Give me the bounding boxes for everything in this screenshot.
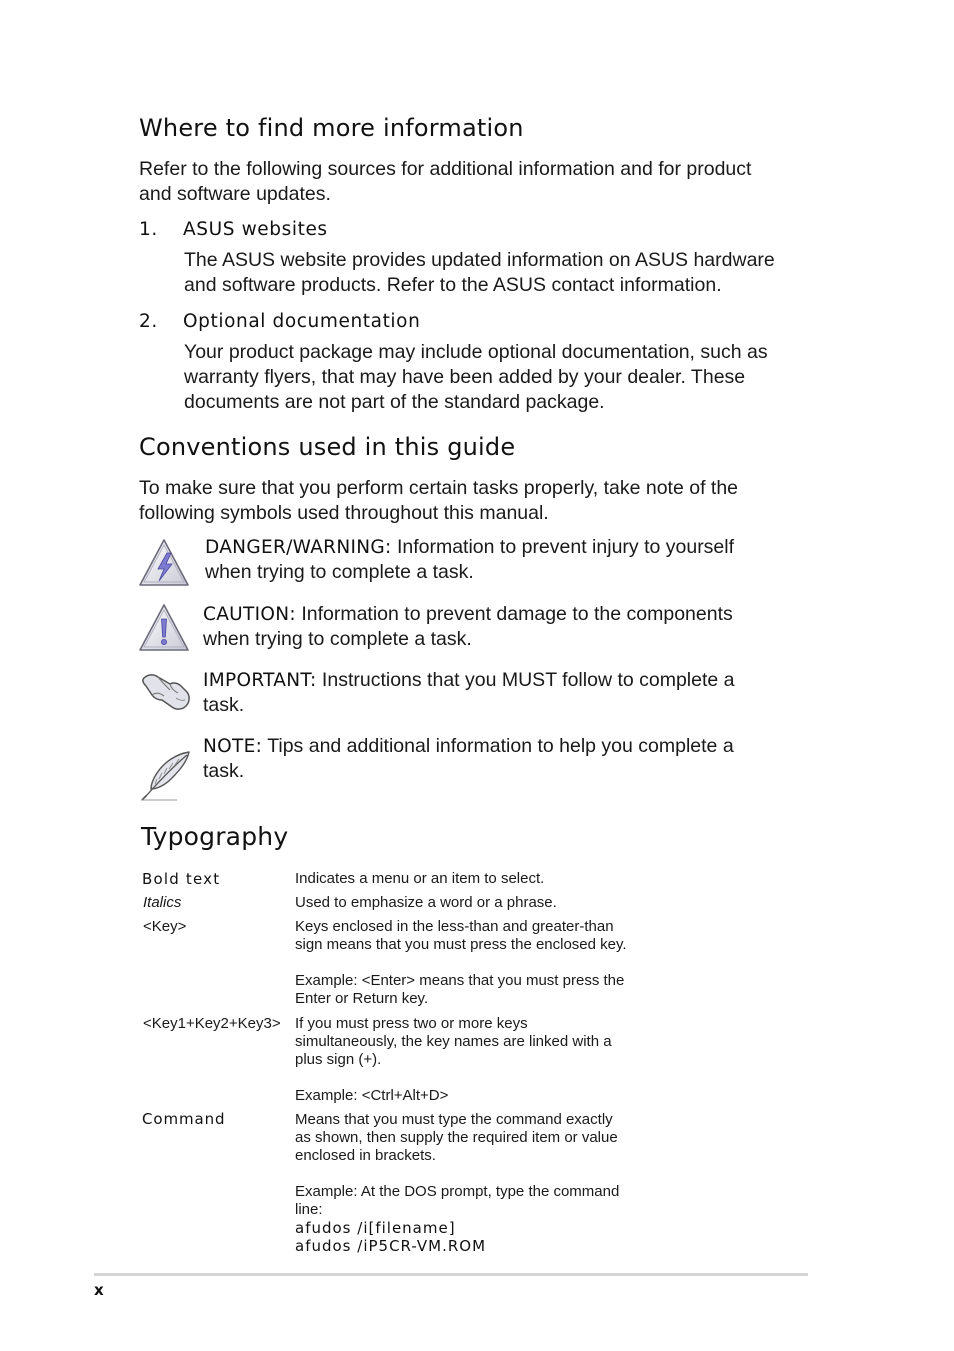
typo-desc-key-combo: If you must press two or more keys simultaneously, the key names are linked with a plus sign (+). Example: <Ctrl+Alt+D> [295,1015,612,1104]
notice-danger-warning: DANGER/WARNING: Information to prevent injury to yourself when trying to complete a task. [205,536,735,583]
page-number: x [94,1281,104,1299]
feather-quill-icon [139,749,193,803]
exclamation-caution-icon [138,602,190,654]
typo-term-command: Command [142,1110,226,1128]
section2-intro: To make sure that you perform certain tasks properly, take note of the following symbols used throughout this manual. [139,477,739,524]
list-item-body-websites: The ASUS website provides updated information on ASUS hardware and software products. Refer to the ASUS contact information. [184,249,775,296]
list-item-number: 2. [139,311,158,332]
typo-desc-key: Keys enclosed in the less-than and greater-than sign means that you must press the enclosed key. Example: <Enter> means that you must press the Enter or Return key. [295,918,627,1007]
typo-desc-command: Means that you must type the command exactly as shown, then supply the required item or value enclosed in brackets. Example: At the DOS prompt, type the command line: afudos /i[filename] afudos /iP5CR-VM.ROM [295,1111,655,1255]
list-item-title: Optional documentation [183,311,421,332]
footer-divider [94,1273,808,1276]
typo-desc-bold: Indicates a menu or an item to select. [295,870,545,887]
section-title-conventions: Conventions used in this guide [139,433,516,461]
section1-intro: Refer to the following sources for additional information and for product and software updates. [139,158,752,205]
notice-label: DANGER/WARNING: [205,537,392,558]
notice-important: IMPORTANT: Instructions that you MUST follow to complete a task. [203,669,735,716]
typo-term-bold: Bold text [142,870,221,888]
typo-term-key-combo: <Key1+Key2+Key3> [143,1015,281,1032]
lightning-warning-icon [138,537,190,589]
notice-label: NOTE: [203,736,263,757]
list-item-heading-docs [139,311,420,332]
notice-note: NOTE: Tips and additional information to help you complete a task. [203,735,734,782]
pointing-hand-icon [140,668,192,712]
notice-label: IMPORTANT: [203,670,317,691]
list-item-title: ASUS websites [183,219,328,240]
command-line-1: afudos /i[filename] [295,1219,456,1237]
typo-term-key: <Key> [143,918,187,935]
list-item-body-docs: Your product package may include optional documentation, such as warranty flyers, that may have been added by your dealer. These documents are not part of the standard package. [184,341,768,413]
notice-caution: CAUTION: Information to prevent damage to the components when trying to complete a task. [203,603,733,650]
section-title-more-info: Where to find more information [139,114,524,142]
section-title-typography: Typography [141,822,289,851]
list-item-number: 1. [139,219,158,240]
notice-label: CAUTION: [203,604,296,625]
command-line-2: afudos /iP5CR-VM.ROM [295,1237,487,1255]
typo-desc-italics: Used to emphasize a word or a phrase. [295,894,557,911]
list-item-heading-websites [139,219,328,240]
typo-term-italics: Italics [143,894,182,911]
